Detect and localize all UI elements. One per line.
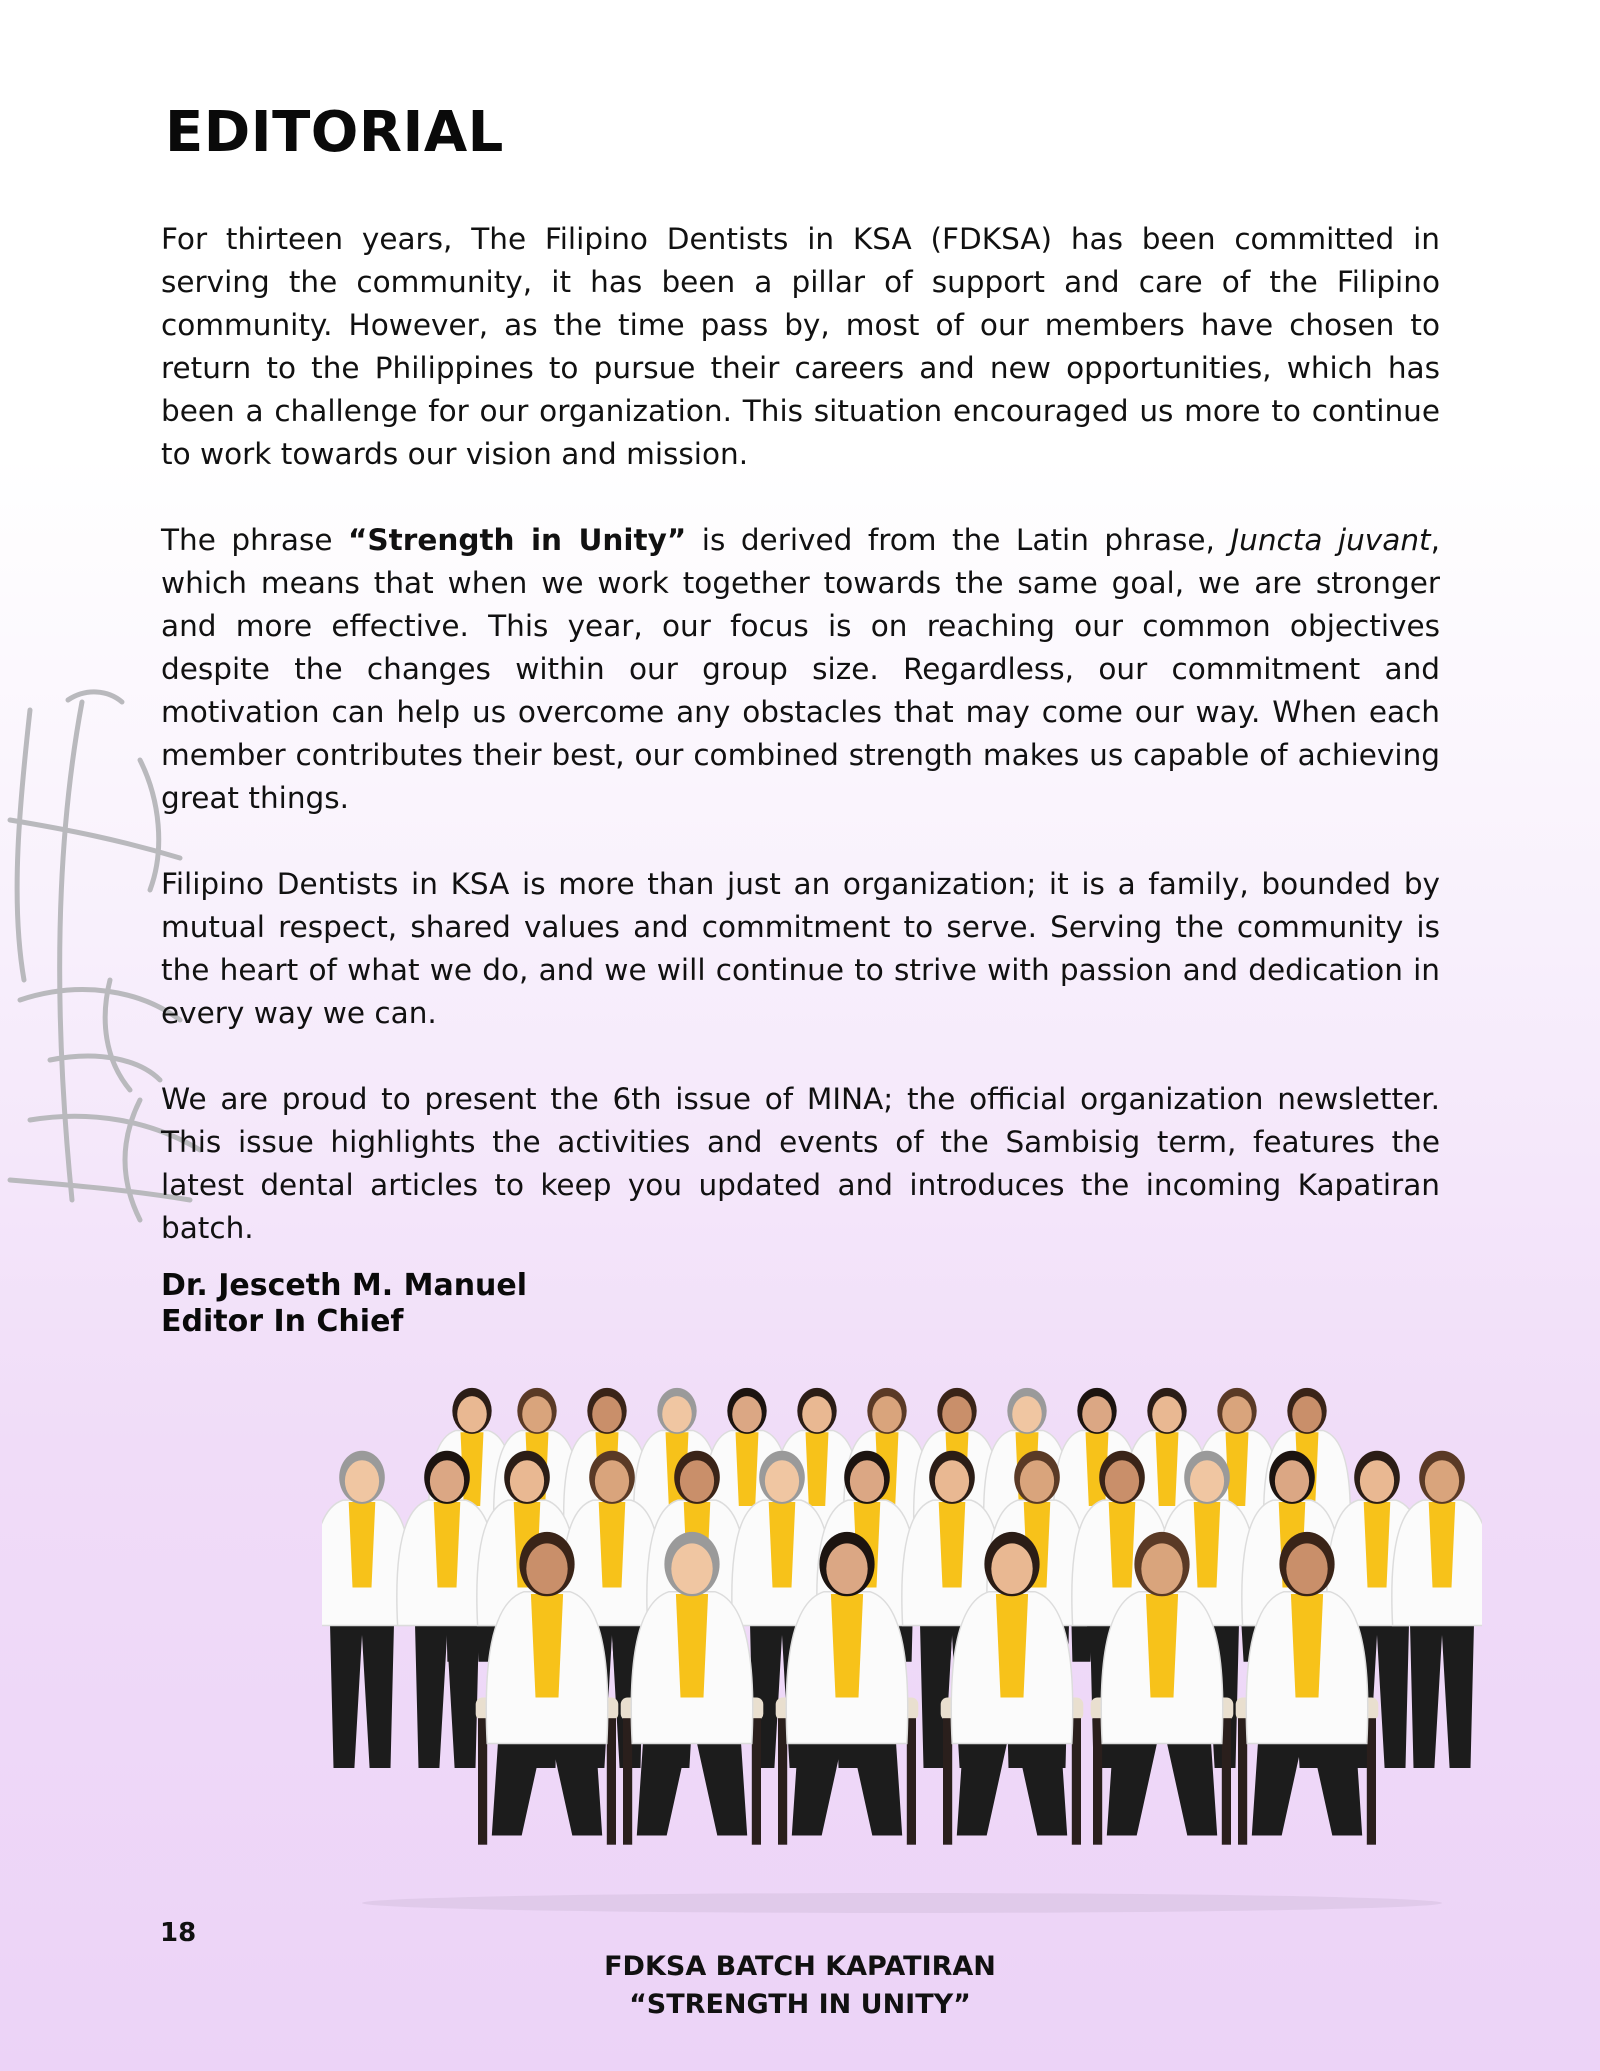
- page-number: 18: [160, 1918, 197, 1948]
- paragraph-2-intro: The phrase: [161, 523, 349, 557]
- paragraph-3: Filipino Dentists in KSA is more than just an organization; it is a family, bounded by mutual respect, shared values and commitment to serve. Serving the community is the heart of what we do, and we will continue to strive with passion and dedication in every way we can.: [161, 867, 1440, 1030]
- editorial-body: [161, 218, 1440, 1293]
- page-title: EDITORIAL: [165, 100, 504, 165]
- strength-in-unity-phrase: “Strength in Unity”: [348, 523, 687, 557]
- caption-line-2: “STRENGTH IN UNITY”: [629, 1989, 971, 2020]
- paragraph-1: For thirteen years, The Filipino Dentists in KSA (FDKSA) has been committed in serving the community, it has been a pillar of support and care of the Filipino community. However, as the time pass by, most of our members have chosen to return to the Philippines to pursue their careers and new opportunities, which has been a challenge for our organization. This situation encouraged us more to continue to work towards our vision and mission.: [161, 222, 1440, 471]
- signature-block: [161, 1268, 527, 1340]
- photo-caption: [0, 1948, 1600, 2024]
- paragraph-2-rest: , which means that when we work together towards the same goal, we are stronger and more effective. This year, our focus is on reaching our common objectives despite the changes within our group size. Regardless, our commitment and motivation can help us overcome any obstacles that may come our way. When each member contributes their best, our combined strength makes us capable of achieving great things.: [161, 523, 1440, 815]
- editor-role: Editor In Chief: [161, 1304, 404, 1339]
- latin-phrase: Juncta juvant: [1230, 523, 1431, 557]
- editor-name: Dr. Jesceth M. Manuel: [161, 1268, 528, 1303]
- paragraph-2: [161, 519, 1440, 820]
- group-photo: [322, 1375, 1482, 1915]
- caption-line-1: FDKSA BATCH KAPATIRAN: [604, 1951, 996, 1982]
- paragraph-4: We are proud to present the 6th issue of MINA; the official organization newsletter. This issue highlights the activities and events of the Sambisig term, features the latest dental articles to keep you updated and introduces the incoming Kapatiran batch.: [161, 1082, 1440, 1245]
- paragraph-2-middle: is derived from the Latin phrase,: [686, 523, 1231, 557]
